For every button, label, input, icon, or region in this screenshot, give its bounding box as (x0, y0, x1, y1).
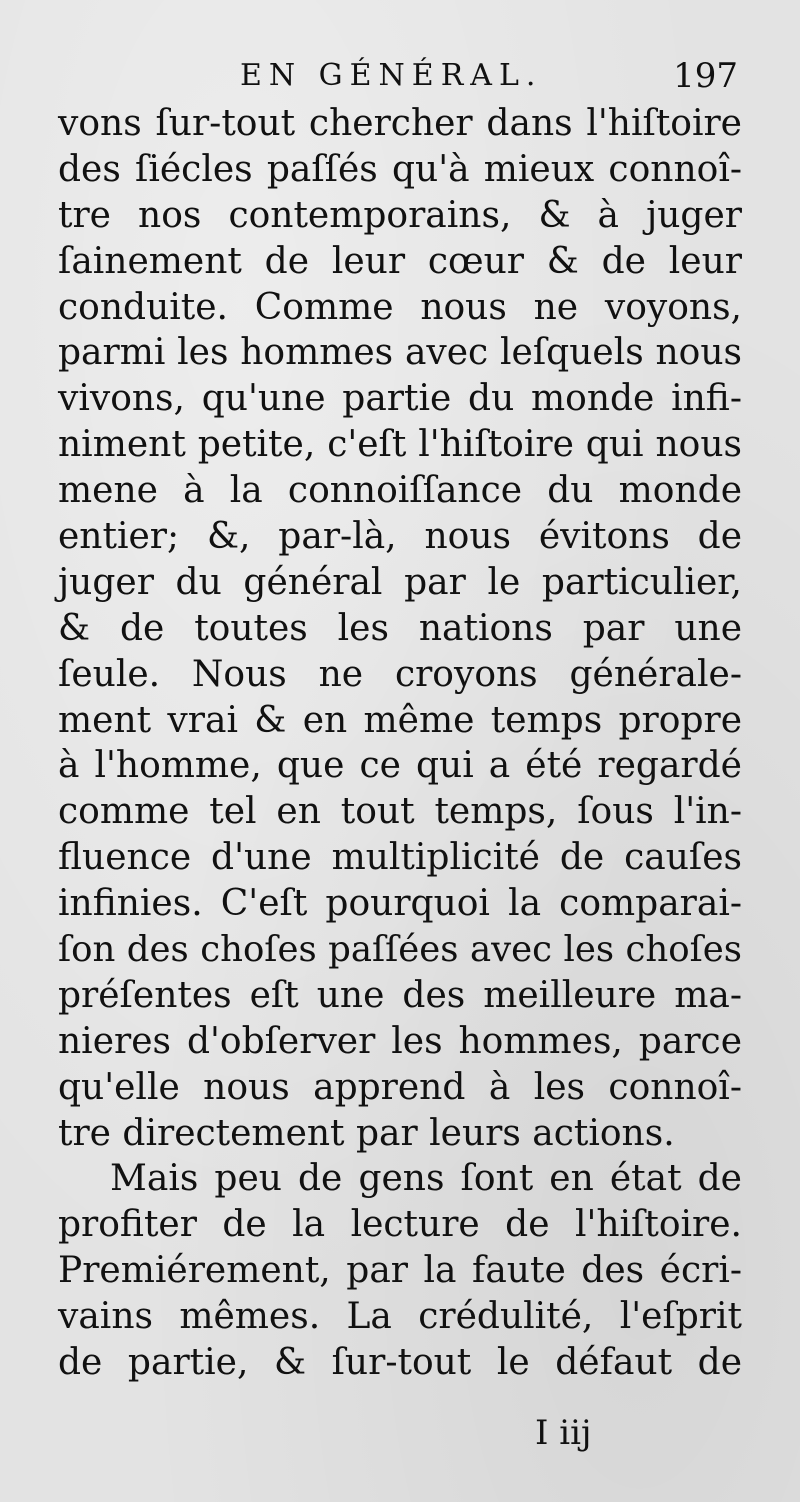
text-line: ſainement de leur cœur & de leur (58, 240, 742, 282)
text-line: vivons, qu'une partie du monde infi- (58, 378, 742, 420)
text-line: fluence d'une multiplicité de cauſes (58, 837, 742, 879)
text-line: Premiérement, par la faute des écri- (58, 1250, 742, 1292)
text-line: mene à la connoiſſance du monde (58, 470, 742, 512)
running-title: EN GÉNÉRAL. (240, 58, 543, 93)
page-number: 197 (673, 56, 738, 96)
text-line: des ſiécles paſſés qu'à mieux connoî- (58, 148, 742, 190)
text-line: vains mêmes. La crédulité, l'eſprit (58, 1296, 742, 1338)
text-line: comme tel en tout temps, ſous l'in- (58, 791, 742, 833)
text-line: infinies. C'eſt pourquoi la comparai- (58, 883, 742, 925)
text-line: de partie, & ſur-tout le défaut de (58, 1342, 742, 1384)
text-line: niment petite, c'eſt l'hiſtoire qui nous (58, 424, 742, 466)
text-line: ſeule. Nous ne croyons générale- (58, 653, 742, 695)
text-line: préſentes eſt une des meilleure ma- (58, 974, 742, 1016)
text-line: tre directement par leurs actions. (58, 1112, 675, 1154)
text-line: nieres d'obſerver les hommes, parce (58, 1020, 742, 1062)
text-line: conduite. Comme nous ne voyons, (58, 286, 742, 328)
text-line: & de toutes les nations par une (58, 607, 742, 649)
text-line: qu'elle nous apprend à les connoî- (58, 1066, 742, 1108)
text-line: vons ſur-tout chercher dans l'hiſtoire (58, 103, 742, 144)
text-line: à l'homme, que ce qui a été regardé (58, 745, 742, 787)
text-line: profiter de la lecture de l'hiſtoire. (58, 1204, 742, 1246)
signature-mark: I iij (535, 1413, 592, 1453)
text-line: juger du général par le particulier, (58, 561, 742, 603)
body-text (58, 101, 742, 1386)
text-line: Mais peu de gens ſont en état de (110, 1158, 742, 1200)
text-line: tre nos contemporains, & à juger (58, 194, 742, 236)
text-line: ment vrai & en même temps propre (58, 699, 742, 741)
text-line: ſon des choſes paſſées avec les choſes (58, 929, 742, 971)
text-line: parmi les hommes avec leſquels nous (58, 332, 742, 374)
text-line: entier; &, par-là, nous évitons de (58, 516, 742, 558)
